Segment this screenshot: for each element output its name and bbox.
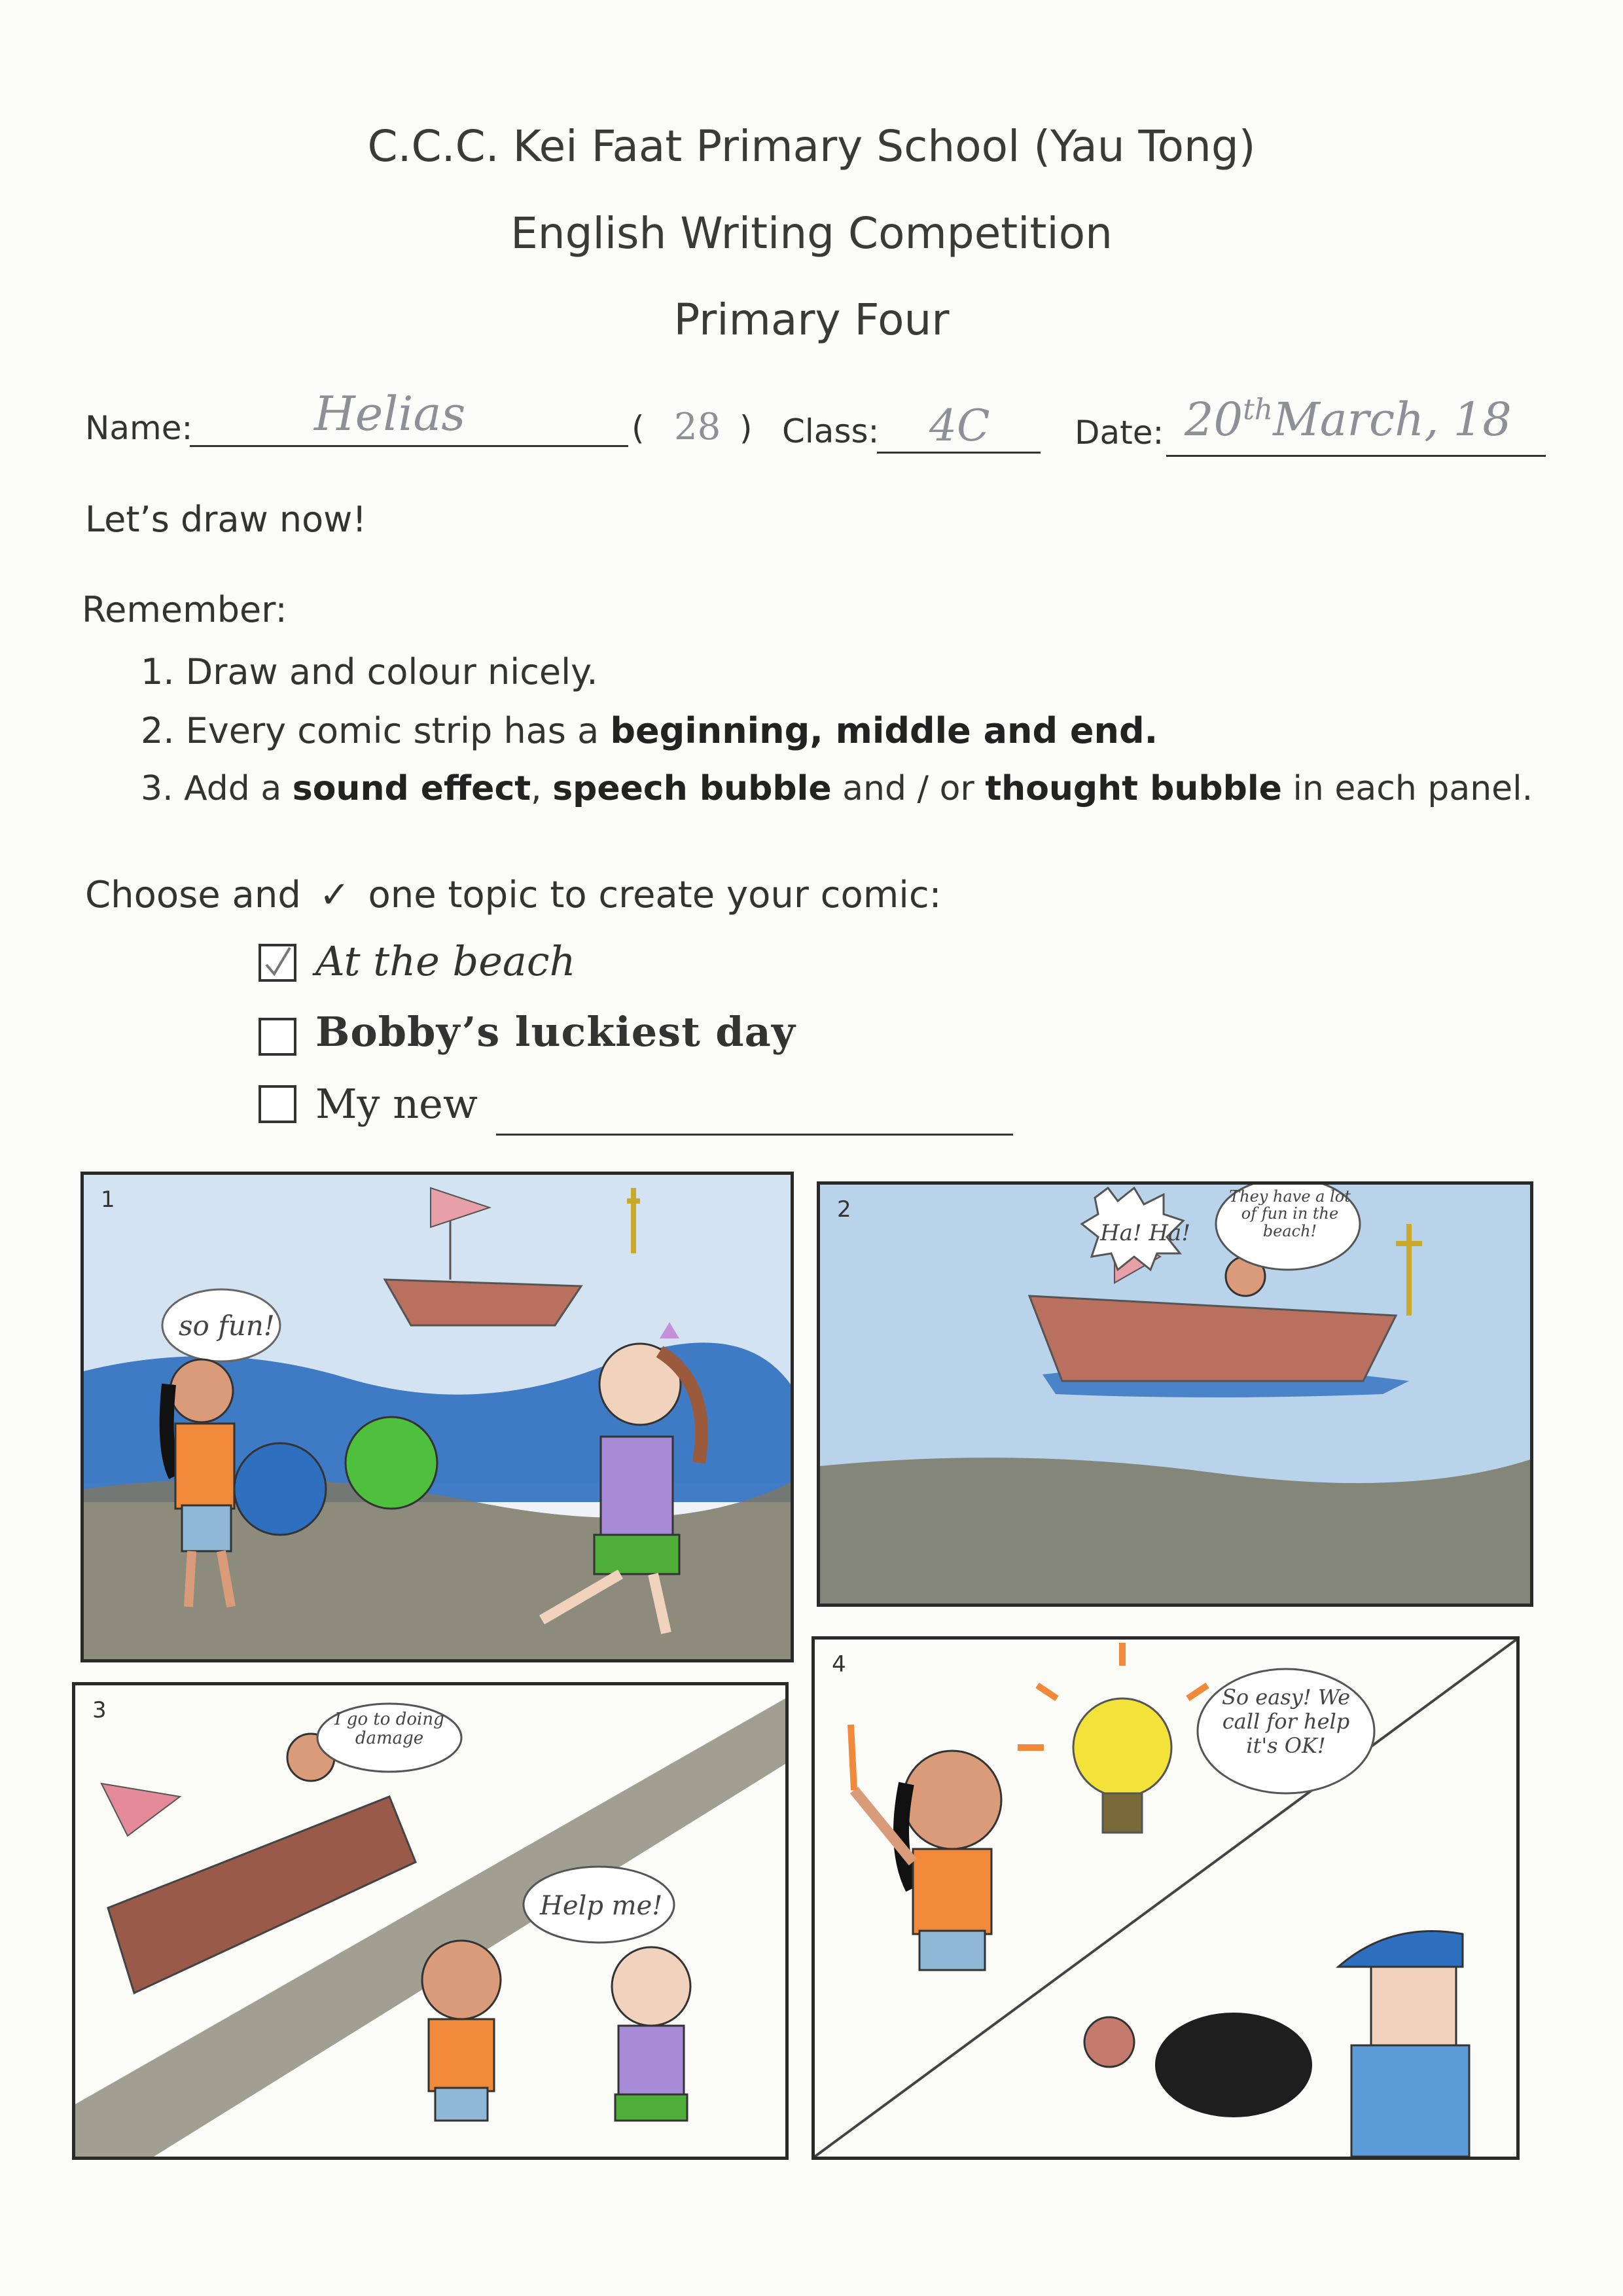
name-value[interactable]: Helias (314, 386, 466, 441)
date-suffix: th (1243, 393, 1274, 427)
rule-2 (141, 710, 1158, 751)
date-rest: March, 18 (1273, 393, 1512, 446)
class-label: Class: (782, 412, 880, 450)
rule-3-post: in each panel. (1281, 769, 1533, 808)
bubble-so-easy-box (1207, 1685, 1364, 1784)
girl-purple-figure (612, 1947, 690, 2121)
topic-checkbox-new[interactable] (259, 1085, 296, 1123)
number-value[interactable]: 28 (674, 406, 721, 448)
bubble-so-easy-text: So easy! We call for help it's OK! (1221, 1685, 1351, 1758)
topic-checkbox-bobby[interactable] (259, 1018, 296, 1056)
comic-panel-4 (812, 1636, 1520, 2160)
choose-post: one topic to create your comic: (368, 874, 942, 916)
number-open: ( (632, 409, 645, 447)
topic-label-beach[interactable]: At the beach (315, 937, 576, 985)
rule-3-pre: 3. Add a (141, 769, 293, 808)
bubble-have-fun-text: They have a lot of fun in the beach! (1229, 1188, 1351, 1240)
comic-panel-3 (72, 1682, 789, 2160)
school-title: C.C.C. Kei Faat Primary School (Yau Tong) (367, 121, 1256, 171)
rule-3-speech: speech bubble (552, 769, 832, 808)
topic-label-new[interactable]: My new (315, 1080, 478, 1128)
date-day: 20 (1185, 393, 1243, 446)
bubble-have-fun-box (1224, 1188, 1355, 1266)
choose-pre: Choose and (85, 874, 301, 916)
panel-2-number: 2 (837, 1196, 851, 1223)
intro-text: Let’s draw now! (85, 499, 366, 540)
comic-panel-2 (817, 1181, 1533, 1607)
bubble-ha-ha-text: Ha! Ha! (1100, 1220, 1190, 1246)
comic-panel-1 (80, 1172, 794, 1662)
bubble-help-me (524, 1867, 674, 1943)
panel-2-drawing (820, 1185, 1530, 1604)
rule-3-sep: , (531, 769, 553, 808)
rule-2-text: 2. Every comic strip has a (141, 710, 611, 751)
hand-tick-icon (261, 946, 294, 979)
panel-4-drawing (815, 1640, 1516, 2157)
bubble-so-fun-text: so fun! (179, 1310, 275, 1342)
bubble-help-me-text: Help me! (540, 1891, 663, 1921)
panel-3-number: 3 (92, 1697, 107, 1723)
choose-instruction (85, 874, 942, 916)
panel-1-number: 1 (101, 1187, 115, 1213)
class-value[interactable]: 4C (929, 401, 990, 451)
bubble-so-fun (162, 1289, 280, 1361)
bubble-have-fun (1216, 1185, 1360, 1270)
date-value[interactable] (1185, 393, 1512, 446)
number-close: ) (740, 409, 753, 447)
bubble-so-easy (1198, 1669, 1374, 1793)
competition-title: English Writing Competition (510, 208, 1113, 259)
topic-label-bobby[interactable]: Bobby’s luckiest day (315, 1008, 796, 1056)
panel-3-drawing (75, 1685, 785, 2157)
check-mark-icon: ✓ (319, 874, 350, 916)
panel-4-number: 4 (832, 1651, 846, 1677)
name-label: Name: (85, 409, 193, 447)
rule-3-and: and / or (831, 769, 986, 808)
rule-3-sound: sound effect (292, 769, 531, 808)
rule-3-thought: thought bubble (985, 769, 1282, 808)
topic-new-line[interactable] (496, 1094, 1013, 1136)
remember-title: Remember: (82, 589, 287, 630)
panel-1-drawing (84, 1175, 791, 1659)
rule-3 (141, 769, 1533, 808)
rule-2-bold: beginning, middle and end. (610, 710, 1158, 751)
bubble-doing-damage-box (324, 1710, 455, 1769)
topic-checkbox-beach[interactable] (259, 944, 296, 982)
rule-1: 1. Draw and colour nicely. (141, 651, 598, 692)
bubble-doing-damage-text: I go to doing damage (334, 1710, 444, 1748)
level-title: Primary Four (673, 295, 950, 345)
date-label: Date: (1075, 414, 1164, 452)
bubble-doing-damage (317, 1704, 461, 1772)
